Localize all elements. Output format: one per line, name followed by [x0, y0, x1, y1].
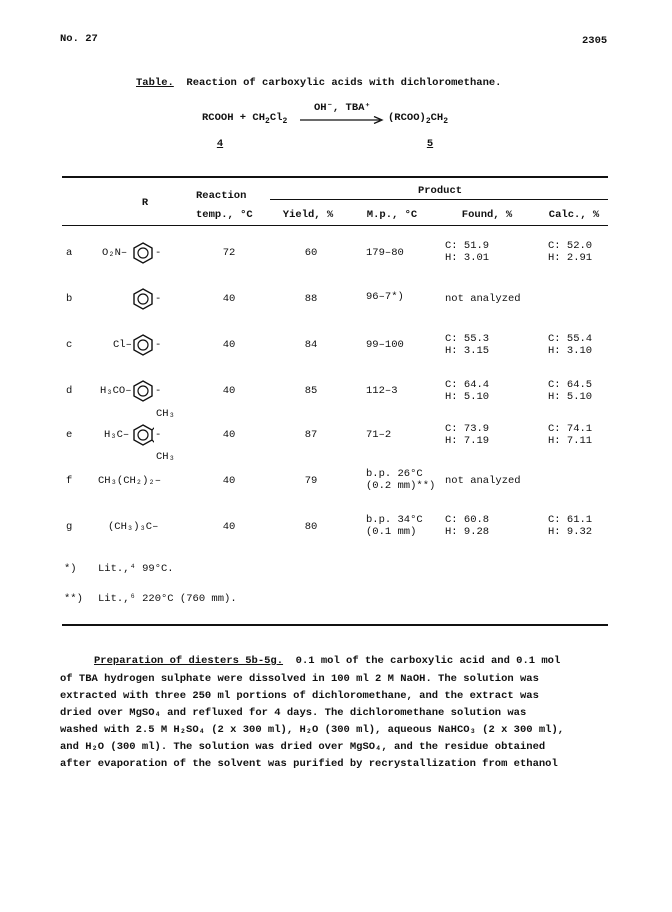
- row-letter: e: [66, 429, 73, 441]
- row-letter: a: [66, 247, 73, 259]
- header-calc: Calc., %: [548, 209, 600, 221]
- cell-found-h: H: 7.19: [445, 435, 490, 447]
- cell-found-c: C: 55.3: [445, 333, 490, 345]
- cell-mp: 99–100: [366, 339, 404, 351]
- cell-found-c: not analyzed: [445, 293, 521, 305]
- cell-calc-h: H: 7.11: [548, 435, 593, 447]
- footnote-text: Lit.,⁴ 99°C.: [98, 563, 174, 575]
- cell-found-c: C: 60.8: [445, 514, 490, 526]
- ring-bond: -: [155, 293, 162, 305]
- ring-bond: -: [155, 247, 162, 259]
- row-letter: g: [66, 521, 73, 533]
- cell-found-h: H: 9.28: [445, 526, 490, 538]
- header-yield: Yield, %: [282, 209, 334, 221]
- table-caption: [136, 78, 501, 89]
- substituent: Cl–: [113, 339, 132, 351]
- reaction-product: [388, 113, 448, 126]
- header-mp: M.p., °C: [366, 209, 418, 221]
- cell-calc-h: H: 9.32: [548, 526, 593, 538]
- footnote-mark: **): [64, 593, 83, 605]
- cell-mp: b.p. 34°C: [366, 514, 423, 526]
- reaction-conditions: OH⁻, TBA⁺: [314, 102, 371, 114]
- header-temp: temp., °C: [196, 209, 253, 221]
- body-line: extracted with three 250 ml portions of dichloromethane, and the extract was: [60, 690, 539, 702]
- substituent: (CH₃)₃C–: [108, 521, 159, 533]
- cell-calc-c: C: 64.5: [548, 379, 593, 391]
- cell-calc-c: C: 52.0: [548, 240, 593, 252]
- cell-temp: 40: [222, 385, 236, 397]
- body-line: and H₂O (300 ml). The solution was dried over MgSO₄, and the residue obtained: [60, 741, 546, 753]
- cell-found-h: H: 5.10: [445, 391, 490, 403]
- benzene-ring-icon: [132, 334, 154, 356]
- substituent: H₃CO–: [100, 385, 132, 397]
- substituent-bottom: CH₃: [156, 451, 175, 463]
- ring-bond: -: [155, 385, 162, 397]
- cell-found-h: H: 3.15: [445, 345, 490, 357]
- cell-mp: 71–2: [366, 429, 392, 441]
- reaction-arrow: [300, 116, 386, 124]
- substituent: CH₃(CH₂)₂–: [98, 475, 162, 487]
- cell-temp: 40: [222, 429, 236, 441]
- eq-cl: Cl: [269, 112, 283, 124]
- header-r: R: [141, 197, 149, 209]
- table-caption-text: Reaction of carboxylic acids with dichloromethane.: [186, 77, 502, 89]
- cell-found-c: C: 73.9: [445, 423, 490, 435]
- eq-sub: 2: [425, 117, 431, 126]
- cell-found-h: H: 3.01: [445, 252, 490, 264]
- cell-found-c: not analyzed: [445, 475, 521, 487]
- section-heading: Preparation of diesters 5b-5g.: [94, 655, 284, 667]
- cell-temp: 40: [222, 339, 236, 351]
- substituent: H₃C–: [104, 429, 130, 441]
- header-reaction: Reaction: [196, 190, 247, 202]
- body-line: 0.1 mol of the carboxylic acid and 0.1 mol: [295, 655, 561, 667]
- eq-reactants: RCOOH + CH: [202, 112, 266, 124]
- eq-sub: 2: [443, 117, 449, 126]
- cell-mp: b.p. 26°C: [366, 468, 423, 480]
- eq-product: (RCOO): [388, 112, 426, 124]
- product-header-rule: [270, 199, 608, 200]
- cell-calc-h: H: 5.10: [548, 391, 593, 403]
- body-line: after evaporation of the solvent was purified by recrystallization from ethanol: [60, 758, 558, 770]
- ring-bond: -: [155, 429, 162, 441]
- cell-yield: 80: [304, 521, 318, 533]
- substituent: O₂N–: [102, 247, 128, 259]
- cell-mp: 179–80: [366, 247, 404, 259]
- cell-mp: 112–3: [366, 385, 398, 397]
- table-label: Table.: [136, 77, 174, 89]
- cell-temp: 40: [222, 293, 236, 305]
- eq-sub: 2: [282, 117, 288, 126]
- benzene-ring-icon: [132, 242, 154, 264]
- cell-yield: 87: [304, 429, 318, 441]
- eq-product: CH: [430, 112, 444, 124]
- cell-found-c: C: 64.4: [445, 379, 490, 391]
- row-letter: d: [66, 385, 73, 397]
- table-top-rule: [62, 176, 608, 178]
- body-line: washed with 2.5 M H₂SO₄ (2 x 300 ml), H₂O (300 ml), aqueous NaHCO₃ (2 x 300 ml),: [60, 724, 565, 736]
- journal-issue: No. 27: [60, 33, 98, 45]
- eq-sub: 2: [265, 117, 270, 126]
- footnote-mark: *): [64, 563, 77, 575]
- body-line: dried over MgSO₄ and refluxed for 4 days. The dichloromethane solution was: [60, 707, 527, 719]
- cell-calc-c: C: 74.1: [548, 423, 593, 435]
- cell-yield: 60: [304, 247, 318, 259]
- cell-calc-h: H: 2.91: [548, 252, 593, 264]
- cell-mp: 96–7*): [366, 291, 404, 303]
- footnote-text: Lit.,⁶ 220°C (760 mm).: [98, 593, 237, 605]
- cell-temp: 40: [222, 475, 236, 487]
- benzene-ring-icon: [132, 380, 154, 402]
- cell-mp-line2: (0.2 mm)**): [366, 480, 436, 492]
- ring-bond: -: [155, 339, 162, 351]
- table-header-rule: [62, 225, 608, 226]
- benzene-ring-icon: [132, 424, 154, 446]
- cell-temp: 40: [222, 521, 236, 533]
- cell-temp: 72: [222, 247, 236, 259]
- product-number: 5: [426, 138, 434, 150]
- cell-yield: 85: [304, 385, 318, 397]
- row-letter: f: [66, 475, 73, 487]
- body-line: of TBA hydrogen sulphate were dissolved in 100 ml 2 M NaOH. The solution was: [60, 673, 539, 685]
- row-letter: b: [66, 293, 73, 305]
- cell-calc-h: H: 3.10: [548, 345, 593, 357]
- page-number: 2305: [582, 35, 608, 47]
- reactant-number: 4: [216, 138, 224, 150]
- body-first-line: [94, 656, 560, 667]
- cell-calc-c: C: 55.4: [548, 333, 593, 345]
- reaction-equation: [202, 113, 287, 126]
- table-bottom-rule: [62, 624, 608, 626]
- cell-found-c: C: 51.9: [445, 240, 490, 252]
- header-product: Product: [417, 185, 463, 197]
- cell-yield: 79: [304, 475, 318, 487]
- benzene-ring-icon: [132, 288, 154, 310]
- cell-yield: 84: [304, 339, 318, 351]
- row-letter: c: [66, 339, 73, 351]
- cell-mp-line2: (0.1 mm): [366, 526, 417, 538]
- cell-yield: 88: [304, 293, 318, 305]
- header-found: Found, %: [461, 209, 513, 221]
- substituent-top: CH₃: [156, 408, 175, 420]
- cell-calc-c: C: 61.1: [548, 514, 593, 526]
